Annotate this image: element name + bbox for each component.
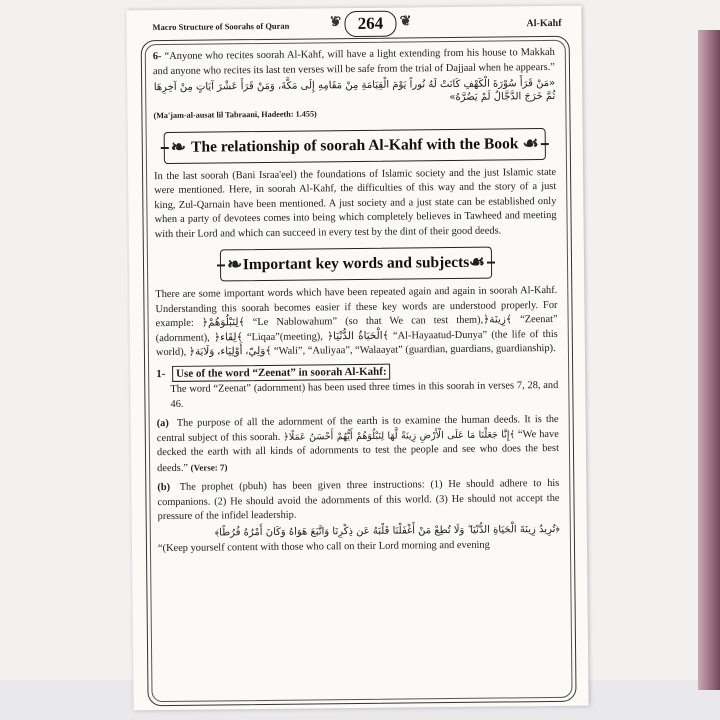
item-text: The prophet (pbuh) has been given three instructions: (1) He should adhere to his companions. (2) He should avoid the adornments of this world. (3) He should not accept the pressure of the infidel leadership. <box>157 477 560 523</box>
book-spine-edge <box>698 30 720 690</box>
book-page <box>126 6 588 711</box>
page-content <box>153 46 560 556</box>
item-verse: (Verse: 7) <box>190 461 228 473</box>
list-item <box>157 413 560 476</box>
item-translation: “(Keep yourself content with those who call on their Lord morning and evening <box>157 539 490 554</box>
section-body-relationship: In the last soorah (Bani Israa'eel) the foundations of Islamic society and the just Islamic state were mentioned. Here, in soorah Al-Kahf, the difficulties of this way and the story of a just king, Zul-Qarnain have been mentioned. A just society and a just state can be established only when a party of devotees comes into being which completely believes in Tawheed and meeting with their Lord and which can succeed in every test by the dint of their good deeds. <box>154 166 557 240</box>
hadith-arabic: «مَنْ قَرَأَ سُوْرَةَ الْكَهْفِ كَانَتْ لَهُ نُوراً يَوْمَ الْقِيَامَةِ مِنْ مَقَامِهِ إِلَى مَكَّةَ، وَمَنْ قَرَأَ عَشْرَ آيَاتٍ مِنْ آخِرِهَا ثُمَّ خَرَجَ الدَّجَّالُ لَمْ يَضُرَّهُ» <box>153 77 556 104</box>
item-translation: “We have decked the earth with all kinds of adornments to test the people and see who does the best deeds.” <box>156 428 560 474</box>
item-label: (a) <box>156 417 169 430</box>
hadith-reference: (Ma'jam-al-ausat lil Tabraani, Hadeeth: 1.455) <box>153 109 317 121</box>
subsection-title: Use of the word “Zeenat” in soorah Al-Kahf: <box>172 363 391 381</box>
hadith-text: “Anyone who recites soorah Al-Kahf, will have a light extending from his house to Makkah and anyone who recites its last ten verses will be safe from the trial of Dajjaal when he appears.” <box>152 46 555 77</box>
hadith-number: 6- <box>152 51 162 63</box>
item-text: The purpose of all the adornment of the earth is to examine the human deeds. It is the central subject of this soorah. <box>156 413 559 444</box>
section-title-relationship: The relationship of soorah Al-Kahf with the Book <box>190 134 519 156</box>
section-banner-keywords <box>220 247 492 282</box>
ornament-right-icon: ☙ <box>522 132 539 153</box>
ornament-left-icon: ❧ <box>170 136 186 157</box>
item-arabic: ﴿إِنَّا جَعَلْنَا مَا عَلَى الْأَرْضِ زِينَةً لَّهَا لِنَبْلُوَهُمْ أَيُّهُمْ أَحْسَنُ عَمَلًا﴾ <box>283 428 516 443</box>
ornament-left-icon: ❧ <box>226 254 243 275</box>
hadith-paragraph <box>153 46 555 79</box>
page-number: ❦ 264 ❦ <box>344 11 396 38</box>
section-title-keywords: Important key words and subjects <box>242 253 470 274</box>
running-header-title: Macro Structure of Soorahs of Quran <box>152 20 290 33</box>
subsection-number: 1- <box>156 367 166 380</box>
section-body-keywords: There are some important words which have been repeated again and again in soorah Al-Kahf. Understanding this soorah becomes easier if these key words are understood properly. For example: ﴿لِنَبْلُوَهُمْ﴾ “Le Nablowahum” (so that We can test them),﴿زِينَة﴾ “Zeenat” (adornment), ﴿لِقَاء﴾ “Liqaa”(meeting), ﴿الْحَيَاةُ الدُّنْيَا﴾ “Al-Hayaatud-Dunya” (the life of this world), ﴿وَلِيّ، أَوْلِيَاء، وَلَايَة﴾ “Wali”, “Auliyaa”, “Walaayat” (guardian, guardians, guardianship). <box>155 284 558 359</box>
running-header-soorah: Al-Kahf <box>526 17 562 30</box>
item-arabic: ﴿تُرِيدُ زِينَةَ الْحَيَاةِ الدُّنْيَا ۖ وَلَا تُطِعْ مَنْ أَغْفَلْنَا قَلْبَهُ عَن ذِكْرِنَا وَاتَّبَعَ هَوَاهُ وَكَانَ أَمْرُهُ فُرُطًا﴾ <box>214 523 560 539</box>
subsection-heading <box>156 362 558 381</box>
ornament-right-icon: ☙ <box>468 251 486 272</box>
item-label: (b) <box>157 481 171 494</box>
section-banner-relationship <box>164 128 546 164</box>
subsection-body: The word “Zeenat” (adornment) has been used three times in this soorah in verses 7, 28, and 46. <box>170 379 559 410</box>
list-item <box>157 477 560 556</box>
